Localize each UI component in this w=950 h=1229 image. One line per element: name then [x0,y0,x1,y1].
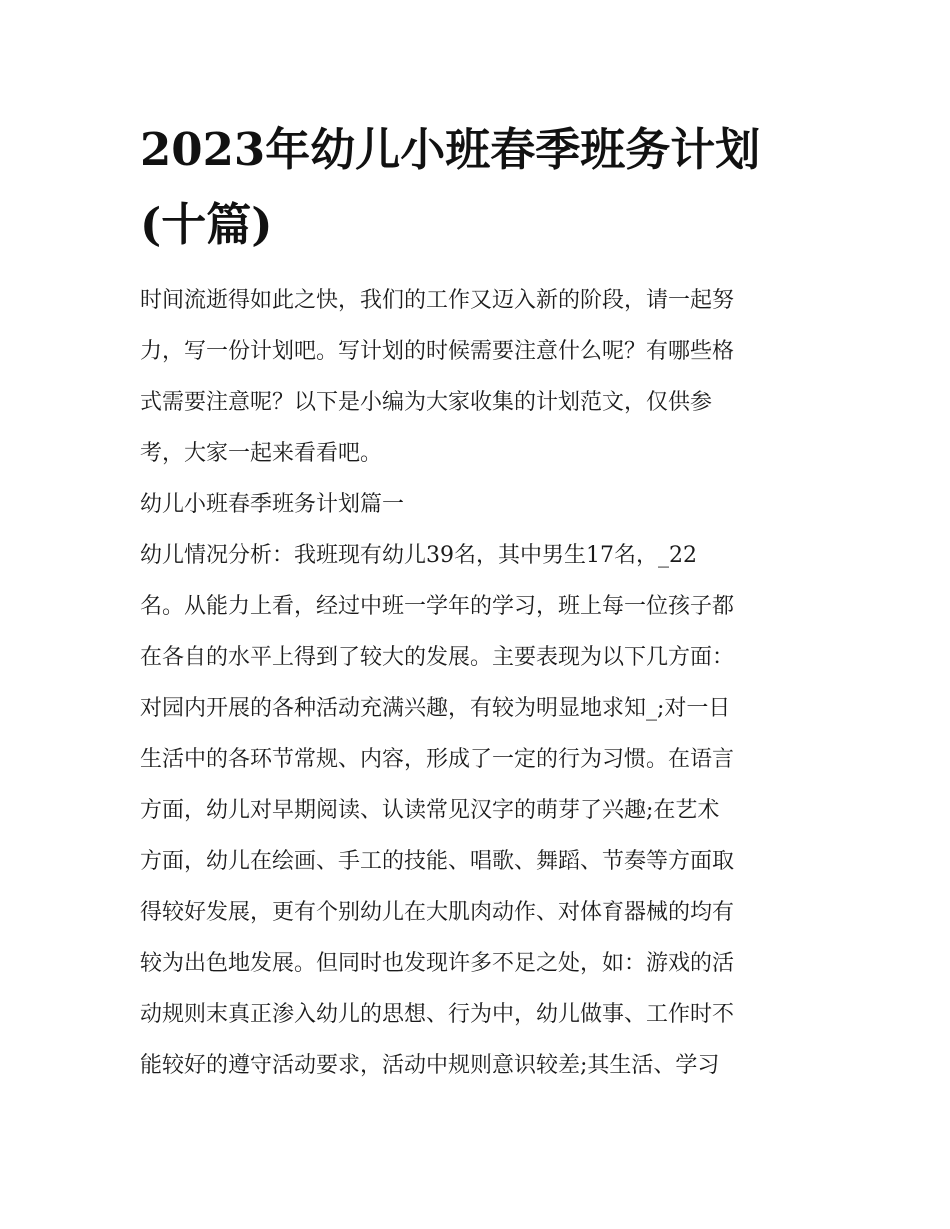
title-line-2: (十篇) [140,198,273,251]
body-line-3: 式需要注意呢？以下是小编为大家收集的计划范文，仅供参 [140,390,713,415]
body-line-4: 考，大家一起来看看吧。 [140,441,383,466]
body-line-7: 名。从能力上看，经过中班一学年的学习，班上每一位孩子都 [140,594,735,619]
body-line-11: 方面，幼儿对早期阅读、认读常见汉字的萌芽了兴趣;在艺术 [140,798,720,823]
section-heading: 幼儿小班春季班务计划篇一 [140,492,405,517]
document-body [140,282,820,1098]
body-line-1: 时间流逝得如此之快，我们的工作又迈入新的阶段，请一起努 [140,288,735,313]
body-line-6: 幼儿情况分析：我班现有幼儿39名，其中男生17名，_22 [140,543,697,568]
body-line-12: 方面，幼儿在绘画、手工的技能、唱歌、舞蹈、节奏等方面取 [140,849,735,874]
body-line-10: 生活中的各环节常规、内容，形成了一定的行为习惯。在语言 [140,747,735,772]
title-line-1: 2023年幼儿小班春季班务计划 [140,123,761,176]
body-line-13: 得较好发展，更有个别幼儿在大肌肉动作、对体育器械的均有 [140,900,735,925]
body-line-15: 动规则末真正渗入幼儿的思想、行为中，幼儿做事、工作时不 [140,1002,735,1027]
body-line-2: 力，写一份计划吧。写计划的时候需要注意什么呢？有哪些格 [140,339,735,364]
body-line-16: 能较好的遵守活动要求，活动中规则意识较差;其生活、学习 [140,1053,720,1078]
body-line-8: 在各自的水平上得到了较大的发展。主要表现为以下几方面： [140,645,735,670]
body-line-14: 较为出色地发展。但同时也发现许多不足之处，如：游戏的活 [140,951,735,976]
document-title [140,112,830,262]
body-line-9: 对园内开展的各种活动充满兴趣，有较为明显地求知_;对一日 [140,696,731,721]
